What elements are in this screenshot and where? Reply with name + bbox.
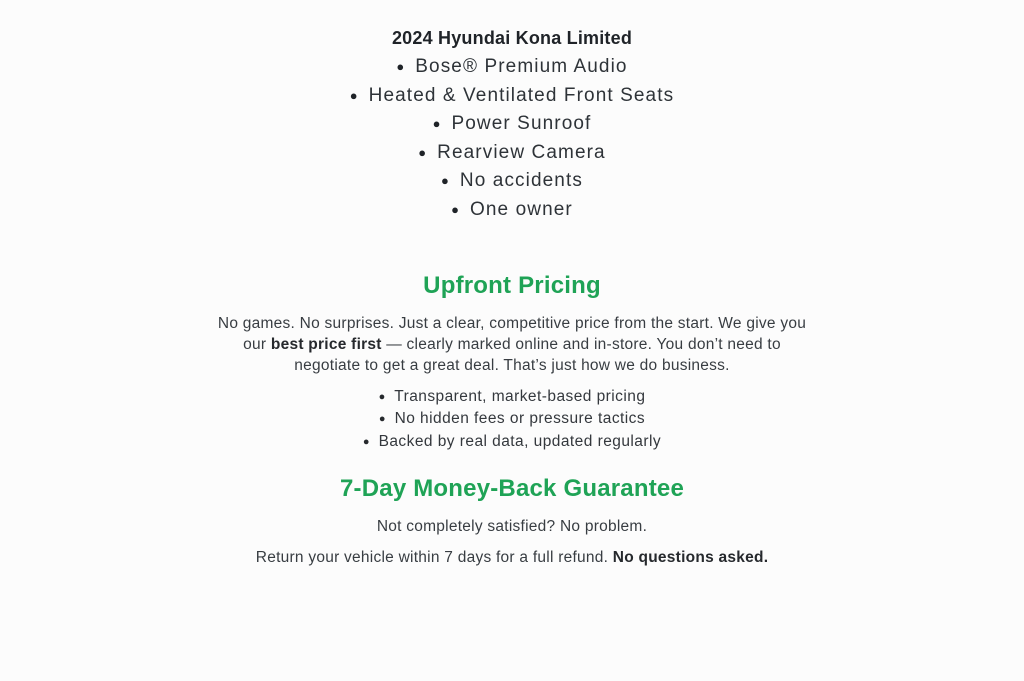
intro-text-bold: best price first [270,335,382,353]
intro-text-end: — clearly marked online and in-store. You don’t need to negotiate to get a great deal. That’s just how we do business. [294,335,781,375]
vehicle-title: 2024 Hyundai Kona Limited [391,28,633,48]
feature-item: ● Rearview Camera [182,139,842,168]
feature-item: ● One owner [182,196,842,225]
guarantee-text-regular: Return your vehicle within 7 days for a full refund. [255,548,613,566]
pricing-point-list [182,386,842,454]
feature-item: ● No accidents [182,167,842,196]
intro-text-start: No games. No surprises. Just a clear, competitive price from the start. We give you our [217,314,807,353]
guarantee-text-bold: No questions asked. [612,548,769,566]
guarantee-line-2 [182,547,842,568]
money-back-guarantee-heading: 7-Day Money-Back Guarantee [340,474,684,502]
upfront-pricing-intro [208,313,816,377]
feature-item: ● Heated & Ventilated Front Seats [182,82,842,111]
vehicle-feature-list [182,53,842,225]
guarantee-line-1: Not completely satisfied? No problem. [376,517,648,535]
feature-item: ● Power Sunroof [182,110,842,139]
pricing-point: ● Backed by real data, updated regularly [182,431,842,454]
content-column [182,0,842,568]
pricing-point: ● Transparent, market-based pricing [182,386,842,409]
upfront-pricing-heading: Upfront Pricing [423,271,601,299]
pricing-point: ● No hidden fees or pressure tactics [182,408,842,431]
feature-item: ● Bose® Premium Audio [182,53,842,82]
